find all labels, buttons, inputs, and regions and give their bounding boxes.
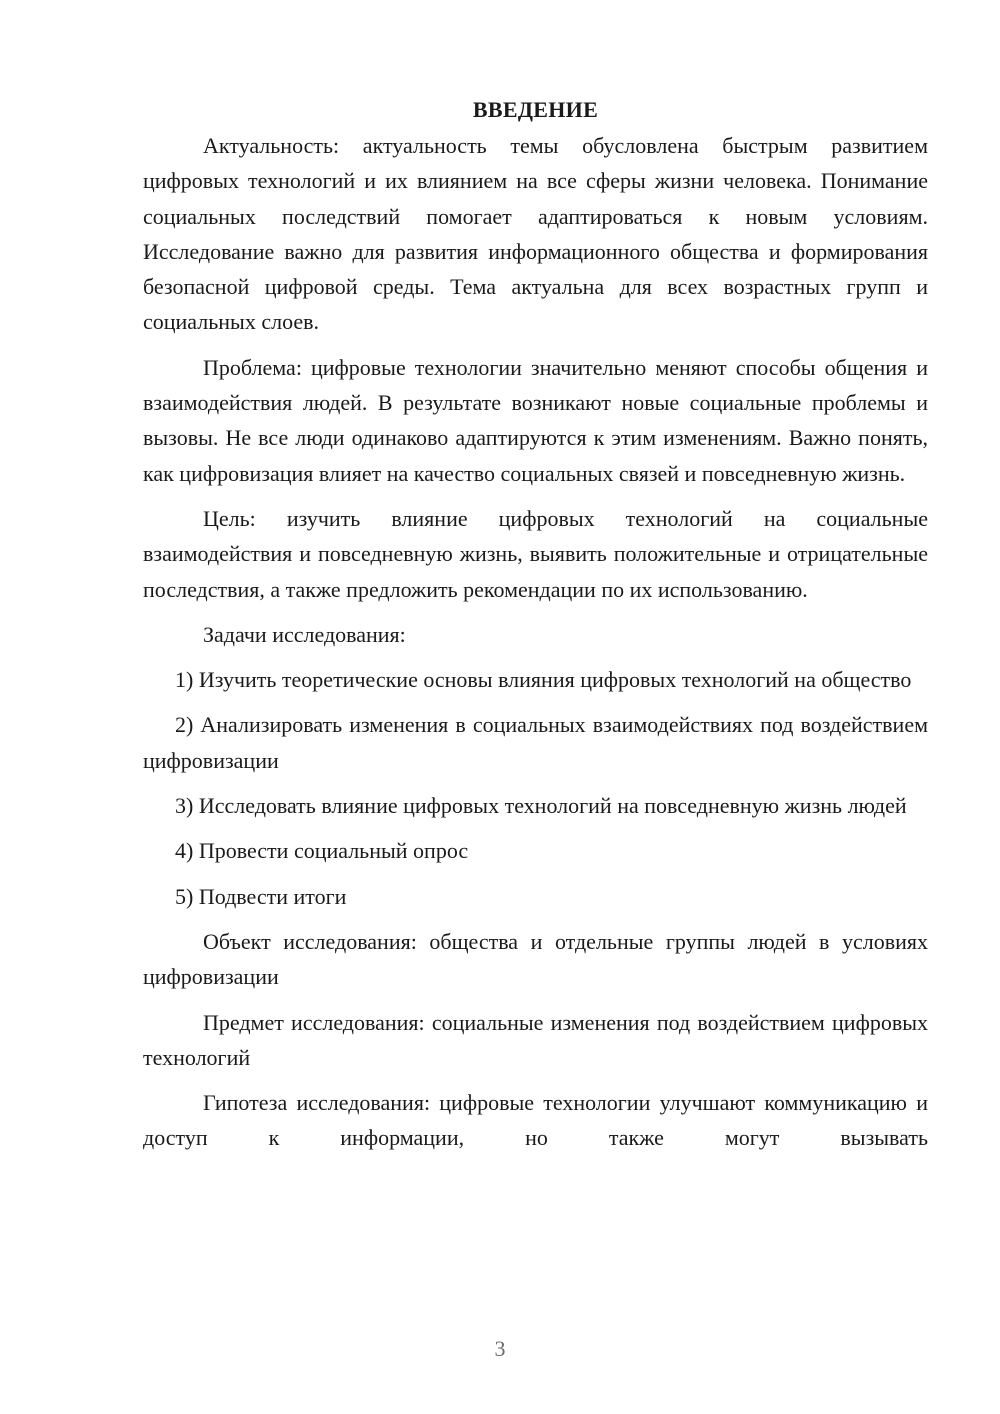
page-number: 3	[494, 1336, 506, 1361]
tasks-heading: Задачи исследования:	[203, 621, 406, 647]
task-item-2: 2) Анализировать изменения в социальных взаимодействиях под воздействием цифровизации	[143, 712, 928, 773]
paragraph-subject: Предмет исследования: социальные изменения под воздействием цифровых технологий	[143, 1009, 928, 1070]
paragraph-relevance: Актуальность: актуальность темы обусловлена быстрым развитием цифровых технологий и их влиянием на все сферы жизни человека. Понимание социальных последствий помогает адаптироваться к новым условиям. Исследование важно для развития информационного общества и формирования безопасной цифровой среды. Тема актуальна для всех возрастных групп и социальных слоев.	[143, 133, 928, 335]
task-item-4: 4) Провести социальный опрос	[175, 838, 469, 864]
document-page	[143, 92, 928, 1166]
paragraph-problem: Проблема: цифровые технологии значительно меняют способы общения и взаимодействия людей. В результате возникают новые социальные проблемы и вызовы. Не все люди одинаково адаптируются к этим изменениям. Важно понять, как цифровизация влияет на качество социальных связей и повседневную жизнь.	[143, 354, 928, 486]
task-item-5: 5) Подвести итоги	[175, 883, 347, 909]
task-item-1: 1) Изучить теоретические основы влияния цифровых технологий на общество	[175, 667, 912, 693]
paragraph-goal: Цель: изучить влияние цифровых технологий на социальные взаимодействия и повседневную жизнь, выявить положительные и отрицательные последствия, а также предложить рекомендации по их использованию.	[143, 505, 928, 602]
paragraph-object: Объект исследования: общества и отдельные группы людей в условиях цифровизации	[143, 928, 928, 990]
section-title: ВВЕДЕНИЕ	[472, 97, 599, 122]
paragraph-hypothesis: Гипотеза исследования: цифровые технологии улучшают коммуникацию и доступ к информации, но также могут вызывать	[143, 1090, 928, 1151]
task-item-3: 3) Исследовать влияние цифровых технологий на повседневную жизнь людей	[175, 793, 907, 819]
